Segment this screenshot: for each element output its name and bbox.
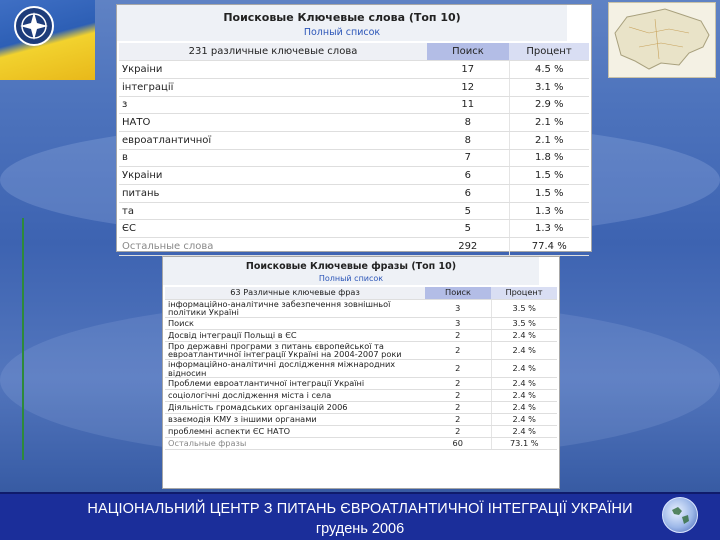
count-cell: 2	[425, 426, 491, 438]
percent-cell: 2.9 %	[509, 96, 589, 114]
percent-cell: 3.1 %	[509, 78, 589, 96]
count-cell: 12	[427, 78, 509, 96]
keywords-title: Поисковые Ключевые слова (Топ 10)	[117, 5, 567, 27]
table-row	[165, 378, 557, 390]
keyword-cell: Украіни	[119, 61, 427, 79]
count-cell: 11	[427, 96, 509, 114]
percent-cell: 2.1 %	[509, 114, 589, 132]
phrase-cell: інформаційно-аналітичні дослідження міжнародних відносин	[165, 359, 425, 377]
keyword-cell: та	[119, 202, 427, 220]
phrases-title: Поисковые Ключевые фразы (Топ 10)	[163, 257, 539, 274]
keywords-full-list-link[interactable]: Полный список	[117, 27, 567, 41]
keyword-cell: інтеграції	[119, 78, 427, 96]
table-row	[119, 185, 589, 203]
nato-emblem-icon	[14, 6, 54, 46]
phrase-cell: взаємодія КМУ з іншими органами	[165, 414, 425, 426]
table-row	[165, 402, 557, 414]
count-cell: 6	[427, 185, 509, 203]
table-row	[119, 149, 589, 167]
keyword-cell: НАТО	[119, 114, 427, 132]
table-header-row	[119, 43, 589, 61]
table-row	[119, 167, 589, 185]
table-row	[119, 202, 589, 220]
keyword-cell: в	[119, 149, 427, 167]
table-row	[165, 317, 557, 329]
percent-cell: 2.4 %	[491, 390, 557, 402]
count-cell: 8	[427, 114, 509, 132]
table-row	[165, 299, 557, 317]
table-row	[165, 390, 557, 402]
table-row	[165, 341, 557, 359]
table-row	[119, 131, 589, 149]
percent-cell: 2.4 %	[491, 359, 557, 377]
count-cell: 6	[427, 167, 509, 185]
phrase-cell: інформаційно-аналітичне забезпечення зовнішньої політики Україні	[165, 299, 425, 317]
count-cell: 7	[427, 149, 509, 167]
keyword-cell: Украіни	[119, 167, 427, 185]
footer-date: грудень 2006	[315, 521, 405, 537]
count-cell: 2	[425, 329, 491, 341]
keyword-cell: з	[119, 96, 427, 114]
table-row	[119, 220, 589, 238]
table-row-other	[165, 438, 557, 450]
phrases-full-list-link[interactable]: Полный список	[163, 274, 539, 285]
percent-cell: 2.4 %	[491, 341, 557, 359]
percent-column-header[interactable]: Процент	[509, 43, 589, 61]
keyword-cell: ЄС	[119, 220, 427, 238]
percent-cell: 3.5 %	[491, 299, 557, 317]
keywords-table	[119, 43, 589, 256]
count-cell: 5	[427, 202, 509, 220]
percent-cell: 73.1 %	[491, 438, 557, 450]
count-cell: 2	[425, 390, 491, 402]
decorative-line	[22, 218, 24, 460]
percent-cell: 1.5 %	[509, 185, 589, 203]
nato-ukraine-flag-image	[0, 0, 95, 80]
phrases-count-header: 63 Различные ключевые фраз	[165, 287, 425, 299]
count-cell: 2	[425, 341, 491, 359]
table-row-other	[119, 238, 589, 256]
table-row	[165, 414, 557, 426]
table-row	[119, 61, 589, 79]
search-column-header[interactable]: Поиск	[425, 287, 491, 299]
percent-cell: 77.4 %	[509, 238, 589, 256]
percent-column-header[interactable]: Процент	[491, 287, 557, 299]
percent-cell: 2.4 %	[491, 402, 557, 414]
table-row	[119, 96, 589, 114]
count-cell: 292	[427, 238, 509, 256]
percent-cell: 2.1 %	[509, 131, 589, 149]
phrase-cell: Поиск	[165, 317, 425, 329]
count-cell: 2	[425, 402, 491, 414]
phrases-table	[165, 287, 557, 450]
count-cell: 3	[425, 299, 491, 317]
table-row	[119, 114, 589, 132]
percent-cell: 2.4 %	[491, 426, 557, 438]
table-header-row	[165, 287, 557, 299]
table-row	[165, 329, 557, 341]
phrase-cell: Досвід інтеграції Польщі в ЄС	[165, 329, 425, 341]
count-cell: 8	[427, 131, 509, 149]
table-row	[119, 78, 589, 96]
count-cell: 2	[425, 414, 491, 426]
percent-cell: 1.8 %	[509, 149, 589, 167]
phrase-cell: Проблеми евроатлантичної інтеграції Україні	[165, 378, 425, 390]
search-column-header[interactable]: Поиск	[427, 43, 509, 61]
keywords-count-header: 231 различные ключевые слова	[119, 43, 427, 61]
phrase-cell: Про державні програми з питань європейської та евроатлантичної інтеграції Україні на 2004-2007 роки	[165, 341, 425, 359]
percent-cell: 1.5 %	[509, 167, 589, 185]
footer-organization-title: НАЦІОНАЛЬНИЙ ЦЕНТР З ПИТАНЬ ЄВРОАТЛАНТИЧНОЇ ІНТЕГРАЦІЇ УКРАЇНИ	[87, 501, 633, 517]
keywords-panel	[116, 4, 592, 252]
percent-cell: 3.5 %	[491, 317, 557, 329]
percent-cell: 2.4 %	[491, 378, 557, 390]
ukraine-map-image	[608, 2, 716, 78]
percent-cell: 2.4 %	[491, 329, 557, 341]
count-cell: 3	[425, 317, 491, 329]
table-row	[165, 426, 557, 438]
footer-banner	[0, 492, 720, 540]
percent-cell: 1.3 %	[509, 220, 589, 238]
phrase-cell: проблемні аспекти ЄС НАТО	[165, 426, 425, 438]
table-row	[165, 359, 557, 377]
keyword-cell: евроатлантичної	[119, 131, 427, 149]
count-cell: 17	[427, 61, 509, 79]
percent-cell: 2.4 %	[491, 414, 557, 426]
count-cell: 5	[427, 220, 509, 238]
other-words-cell: Остальные слова	[119, 238, 427, 256]
keyword-cell: питань	[119, 185, 427, 203]
count-cell: 2	[425, 359, 491, 377]
phrases-panel	[162, 256, 560, 489]
count-cell: 60	[425, 438, 491, 450]
other-phrases-cell: Остальные фразы	[165, 438, 425, 450]
phrase-cell: Діяльність громадських організацій 2006	[165, 402, 425, 414]
phrase-cell: соціологічні дослідження міста і села	[165, 390, 425, 402]
percent-cell: 4.5 %	[509, 61, 589, 79]
percent-cell: 1.3 %	[509, 202, 589, 220]
count-cell: 2	[425, 378, 491, 390]
globe-icon	[662, 497, 698, 533]
